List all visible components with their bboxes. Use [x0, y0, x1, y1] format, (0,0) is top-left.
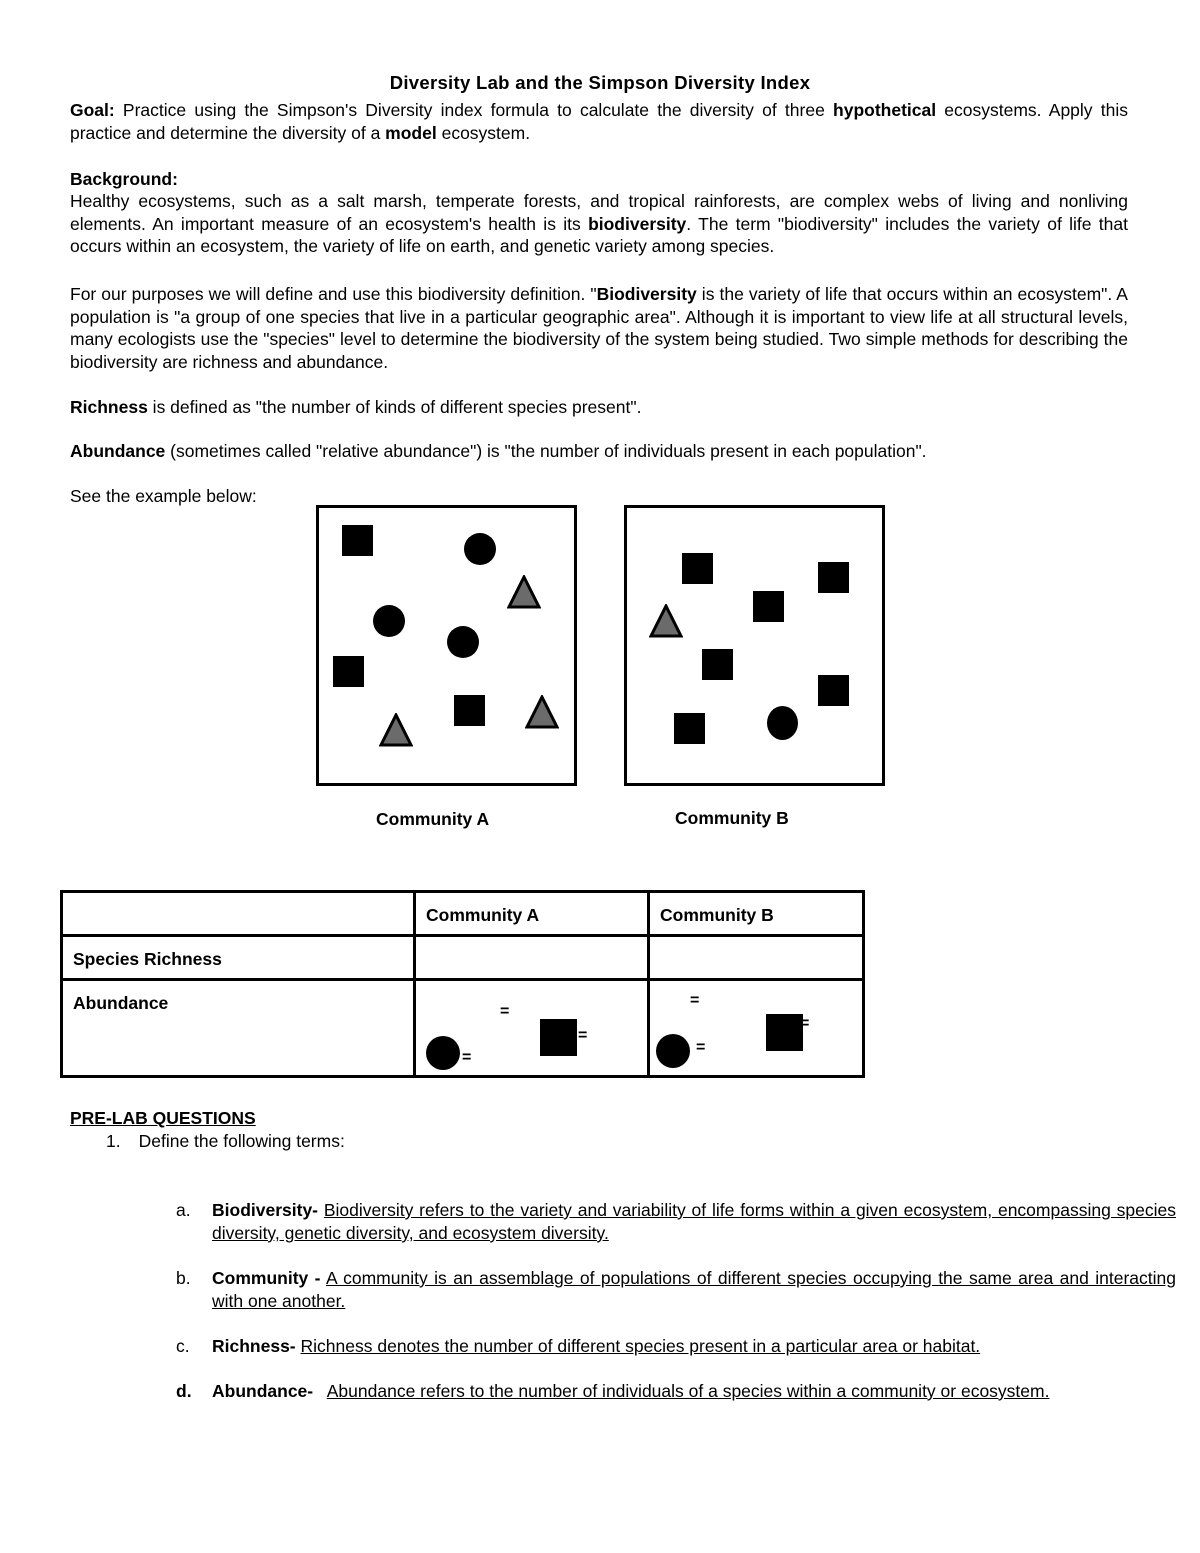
richness-b-cell[interactable] [649, 936, 864, 980]
item-answer[interactable]: A community is an assemblage of populations of different species occupying the same area and interacting with one another. [212, 1268, 1176, 1311]
square-shape [818, 562, 849, 593]
richness-abundance-table [60, 890, 865, 1078]
bg-p1-bold: biodiversity [588, 213, 687, 234]
square-shape [540, 1019, 577, 1056]
question-1 [106, 1131, 345, 1152]
definition-item [176, 1335, 1176, 1358]
circle-shape [767, 706, 798, 740]
item-term: Biodiversity- [212, 1200, 318, 1220]
abundance-text: (sometimes called "relative abundance") is "the number of individuals present in each population". [165, 441, 927, 461]
goal-text-3: ecosystem. [436, 122, 531, 143]
document-title: Diversity Lab and the Simpson Diversity Index [389, 72, 811, 93]
square-shape [766, 1014, 803, 1051]
see-example: See the example below: [70, 486, 257, 506]
goal-text-2: ecosystems. Apply this practice and determine the diversity of a [70, 100, 1128, 143]
prelab-heading: PRE-LAB QUESTIONS [70, 1108, 256, 1128]
community-a-box [316, 505, 577, 786]
item-letter: b. [176, 1268, 191, 1288]
header-a-text: Community A [426, 905, 540, 925]
circle-shape [373, 605, 405, 637]
equals-sign: = [462, 1049, 472, 1066]
bg-p2-bold: Biodiversity [596, 284, 697, 304]
equals-sign: = [690, 992, 700, 1009]
abundance-label: Abundance [70, 441, 166, 461]
background-paragraph-1 [70, 190, 1128, 258]
square-shape [333, 656, 364, 687]
background-heading-text: Background: [70, 169, 178, 189]
abundance-definition [70, 440, 1128, 463]
richness-definition [70, 396, 1128, 419]
equals-sign: = [800, 1015, 810, 1032]
background-paragraph-2 [70, 283, 1128, 373]
goal-bold-model: model [385, 122, 437, 143]
goal-paragraph [70, 99, 1128, 144]
bg-p2-text-a: For our purposes we will define and use this biodiversity definition. " [70, 284, 597, 304]
circle-shape [426, 1036, 460, 1070]
triangle-shape [649, 604, 683, 638]
table-row-label [62, 980, 415, 1077]
square-shape [454, 695, 485, 726]
species-richness-label: Species Richness [73, 949, 222, 969]
richness-text: is defined as "the number of kinds of different species present". [147, 397, 642, 417]
definition-item [176, 1199, 1176, 1245]
item-answer[interactable]: Richness denotes the number of different species present in a particular area or habitat. [300, 1336, 981, 1356]
header-b-text: Community B [660, 905, 774, 925]
square-shape [674, 713, 705, 744]
goal-text-1: Practice using the Simpson's Diversity index formula to calculate the diversity of three [114, 100, 834, 120]
item-letter: a. [176, 1200, 191, 1220]
table-header-b [649, 892, 864, 936]
richness-a-cell[interactable] [415, 936, 649, 980]
richness-label: Richness [70, 397, 148, 417]
triangle-shape [379, 713, 413, 747]
item-answer[interactable]: Abundance refers to the number of individuals of a species within a community or ecosystem. [326, 1381, 1050, 1401]
item-term: Abundance- [212, 1381, 314, 1401]
item-answer[interactable]: Biodiversity refers to the variety and variability of life forms within a given ecosystem, encompassing species diversity, genetic diversity, and ecosystem diversity. [212, 1200, 1176, 1243]
square-shape [753, 591, 784, 622]
square-shape [818, 675, 849, 706]
community-a-caption: Community A [376, 809, 490, 829]
abundance-b-cell[interactable] [649, 980, 864, 1077]
goal-bold-hypothetical: hypothetical [833, 100, 937, 120]
equals-sign: = [578, 1027, 588, 1044]
circle-shape [464, 533, 496, 565]
bg-p1-text-a: Healthy ecosystems, such as a salt marsh, temperate forests, and tropical rainforests, are complex webs of living and nonliving elements. An important measure of an ecosystem's health is its [70, 191, 1128, 234]
item-term: Community - [212, 1268, 321, 1288]
community-b-box [624, 505, 885, 786]
abundance-row-label: Abundance [73, 993, 169, 1013]
community-b-caption: Community B [675, 808, 789, 828]
goal-label: Goal: [70, 100, 115, 120]
bg-p1-text-c: . The term "biodiversity" includes the variety of life that occurs within an ecosystem, the variety of life on earth, and genetic variety among species. [70, 213, 1128, 256]
question-number: 1. [106, 1131, 121, 1151]
table-corner-cell [62, 892, 415, 936]
table-header-a [415, 892, 649, 936]
circle-shape [656, 1034, 690, 1068]
square-shape [682, 553, 713, 584]
triangle-shape [507, 575, 541, 609]
abundance-a-cell[interactable] [415, 980, 649, 1077]
item-term: Richness- [212, 1336, 296, 1356]
background-heading [70, 168, 1128, 191]
equals-sign: = [500, 1003, 510, 1020]
table-row-label [62, 936, 415, 980]
square-shape [342, 525, 373, 556]
equals-sign: = [696, 1039, 706, 1056]
definition-item [176, 1380, 1176, 1403]
item-letter: d. [176, 1381, 192, 1401]
bg-p2-text-c: is the variety of life that occurs within an ecosystem". A population is "a group of one species that live in a particular geographic area". Although it is important to view life at all structural levels, many ecologists use the "species" level to determine the biodiversity of the system being studied. Two simple methods for describing the biodiversity are richness and abundance. [70, 284, 1128, 372]
item-letter: c. [176, 1336, 190, 1356]
circle-shape [447, 626, 479, 658]
square-shape [702, 649, 733, 680]
question-text: Define the following terms: [138, 1131, 345, 1151]
definition-item [176, 1267, 1176, 1313]
triangle-shape [525, 695, 559, 729]
